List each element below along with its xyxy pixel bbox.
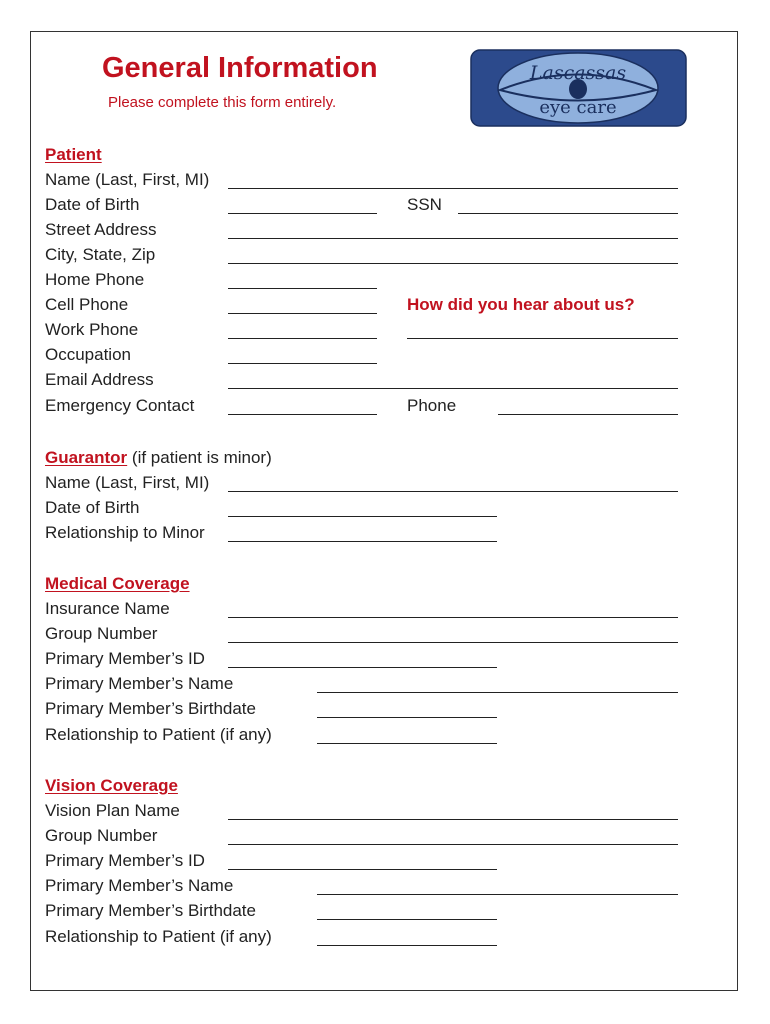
medical-member-birthdate-field[interactable] [317,717,497,718]
medical-member-id-field[interactable] [228,667,497,668]
section-heading-vision-coverage: Vision Coverage [45,776,178,795]
guarantor-heading-line [45,448,272,468]
label-street: Street Address [45,220,157,239]
work-phone-field[interactable] [228,338,377,339]
guarantor-name-field[interactable] [228,491,678,492]
medical-relationship-field[interactable] [317,743,497,744]
medical-member-name-field[interactable] [317,692,678,693]
vision-member-birthdate-field[interactable] [317,919,497,920]
page-subtitle: Please complete this form entirely. [108,94,337,111]
label-emergency-phone: Phone [407,396,457,415]
patient-name-field[interactable] [228,188,678,189]
vision-group-number-field[interactable] [228,844,678,845]
insurance-name-field[interactable] [228,617,678,618]
street-field[interactable] [228,238,678,239]
patient-dob-field[interactable] [228,213,377,214]
label-patient-name: Name (Last, First, MI) [45,170,210,189]
label-city: City, State, Zip [45,245,156,264]
label-medical-member-id: Primary Member’s ID [45,649,205,668]
home-phone-field[interactable] [228,288,377,289]
vision-plan-name-field[interactable] [228,819,678,820]
section-heading-guarantor: Guarantor [45,448,128,467]
label-vision-member-name: Primary Member’s Name [45,876,234,895]
relationship-to-minor-field[interactable] [228,541,497,542]
logo-eye-care-text: eye care [539,97,617,118]
guarantor-dob-field[interactable] [228,516,497,517]
label-ssn: SSN [407,195,442,214]
label-cell-phone: Cell Phone [45,295,129,314]
label-work-phone: Work Phone [45,320,139,339]
label-guarantor-name: Name (Last, First, MI) [45,473,210,492]
section-heading-patient: Patient [45,145,102,164]
label-patient-dob: Date of Birth [45,195,140,214]
vision-member-id-field[interactable] [228,869,497,870]
medical-group-number-field[interactable] [228,642,678,643]
emergency-phone-field[interactable] [498,414,678,415]
city-field[interactable] [228,263,678,264]
section-heading-medical-coverage: Medical Coverage [45,574,190,593]
label-vision-plan-name: Vision Plan Name [45,801,180,820]
label-email: Email Address [45,370,154,389]
label-medical-relationship: Relationship to Patient (if any) [45,725,272,744]
emergency-contact-field[interactable] [228,414,377,415]
logo-script-text: Lascassas [529,62,627,84]
label-insurance-name: Insurance Name [45,599,170,618]
label-hear-about-us: How did you hear about us? [407,295,635,314]
label-medical-member-name: Primary Member’s Name [45,674,234,693]
vision-relationship-field[interactable] [317,945,497,946]
page-title: General Information [102,52,378,84]
label-emergency-contact: Emergency Contact [45,396,195,415]
logo [470,49,687,127]
cell-phone-field[interactable] [228,313,377,314]
occupation-field[interactable] [228,363,377,364]
label-occupation: Occupation [45,345,131,364]
label-vision-group-number: Group Number [45,826,158,845]
label-medical-member-birthdate: Primary Member’s Birthdate [45,699,256,718]
vision-member-name-field[interactable] [317,894,678,895]
label-vision-member-birthdate: Primary Member’s Birthdate [45,901,256,920]
label-vision-member-id: Primary Member’s ID [45,851,205,870]
guarantor-note: (if patient is minor) [131,448,272,467]
label-vision-relationship: Relationship to Patient (if any) [45,927,272,946]
email-field[interactable] [228,388,678,389]
label-home-phone: Home Phone [45,270,145,289]
label-relationship-to-minor: Relationship to Minor [45,523,205,542]
ssn-field[interactable] [458,213,678,214]
label-guarantor-dob: Date of Birth [45,498,140,517]
hear-about-us-field[interactable] [407,338,678,339]
label-medical-group-number: Group Number [45,624,158,643]
